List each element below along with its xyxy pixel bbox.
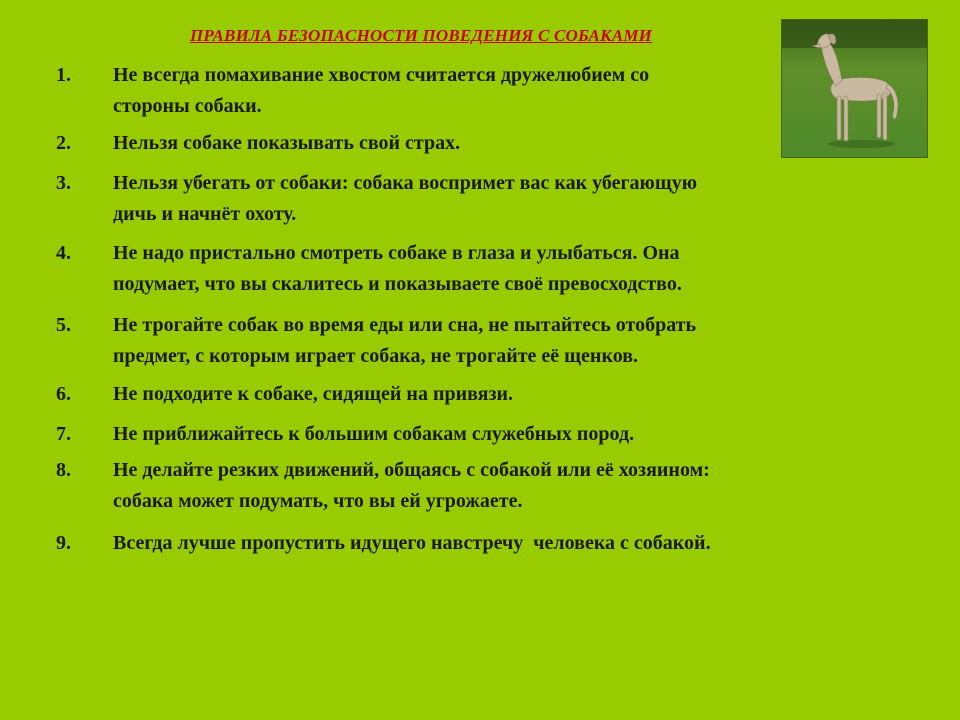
rule-text <box>113 310 933 372</box>
rule-text <box>113 419 933 450</box>
rule-line: Не трогайте собак во время еды или сна, не пытайтесь отобрать <box>113 314 697 336</box>
rule-number: 4. <box>56 242 71 264</box>
rule-number: 5. <box>56 314 71 336</box>
rule-line: Всегда лучше пропустить идущего навстречу человека с собакой. <box>113 532 711 554</box>
rule-line: подумает, что вы скалитесь и показываете своё превосходство. <box>113 273 682 295</box>
rule-line: Не надо пристально смотреть собаке в глаза и улыбаться. Она <box>113 242 680 264</box>
rule-text <box>113 455 933 517</box>
dog-photo-image <box>782 20 927 157</box>
rule-line: собака может подумать, что вы ей угрожаете. <box>113 490 523 512</box>
rule-number: 3. <box>56 172 71 194</box>
rule-number: 2. <box>56 132 71 154</box>
rule-number: 7. <box>56 423 71 445</box>
rule-line: Нельзя убегать от собаки: собака воспримет вас как убегающую <box>113 172 697 194</box>
dog-photo <box>781 19 928 158</box>
rule-line: Нельзя собаке показывать свой страх. <box>113 132 461 154</box>
rule-text <box>113 379 933 410</box>
rule-line: дичь и начнёт охоту. <box>113 203 297 225</box>
rule-line: Не делайте резких движений, общаясь с собакой или её хозяином: <box>113 459 710 481</box>
rule-line: Не всегда помахивание хвостом считается дружелюбием со <box>113 64 650 86</box>
rule-line: предмет, с которым играет собака, не трогайте её щенков. <box>113 345 639 367</box>
rule-line: Не подходите к собаке, сидящей на привязи. <box>113 383 514 405</box>
rule-number: 6. <box>56 383 71 405</box>
slide-title: ПРАВИЛА БЕЗОПАСНОСТИ ПОВЕДЕНИЯ С СОБАКАМИ <box>190 26 653 45</box>
rule-line: Не приближайтесь к большим собакам служебных пород. <box>113 423 635 445</box>
rule-text <box>113 528 933 559</box>
rule-number: 1. <box>56 64 71 86</box>
rule-number: 8. <box>56 459 71 481</box>
rule-text <box>113 168 933 230</box>
rule-line: стороны собаки. <box>113 95 262 117</box>
rule-text <box>113 238 933 300</box>
rule-number: 9. <box>56 532 71 554</box>
